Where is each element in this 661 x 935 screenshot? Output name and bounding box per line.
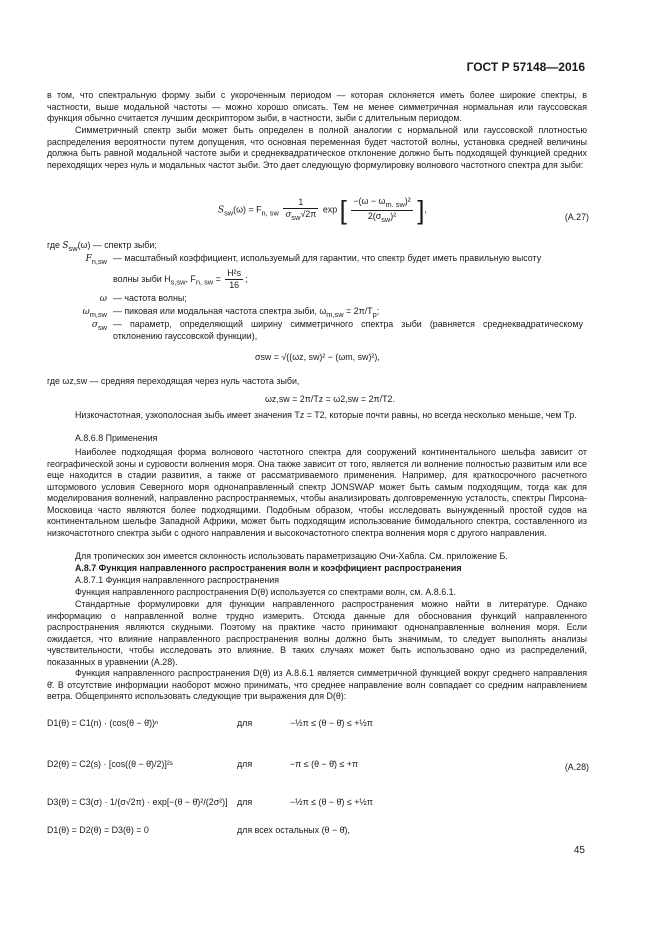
- section-a868: А.8.6.8 Применения: [75, 433, 158, 443]
- equation-d3: D3(θ) = C3(σ) · 1/(σ√2π) · exp[−(θ − θ̄)²/(2σ²)]: [47, 797, 228, 807]
- equation-number-a28: (A.28): [564, 762, 589, 772]
- paragraph-tropical: Для тропических зон имеется склонность использовать параметризацию Очи-Хабла. См. приложение Б.: [75, 551, 508, 561]
- equation-d3-condition: −½π ≤ (θ − θ̄) ≤ +½π: [290, 797, 373, 807]
- equation-d-zero-condition: для всех остальных (θ − θ̄),: [237, 825, 350, 835]
- equation-d2-condition: −π ≤ (θ − θ̄) ≤ +π: [290, 759, 359, 769]
- def-zero-crossing: где ωz,sw — средняя переходящая через нуль частота зыби,: [47, 376, 300, 386]
- frac-a27: $\frac{1}{\sigma_{sw}√2\pi}$: [285, 197, 317, 223]
- para1: в том, что спектральную форму зыби с укороченным периодом — которая склоняется иметь более широкие спектры, в частности, выше модальной частоты — можно хорошо описать. Тем не менее симметричная нормальная или гауссовская функция обычно считается лучшим дескриптором зыби, в частности, зыби с длительным периодом.: [47, 90, 587, 123]
- equation-sigma: σsw = √((ωz, sw)² − (ωm, sw)²),: [255, 352, 380, 362]
- page-number: 45: [573, 845, 585, 856]
- equation-a27: $S_{sw}(\omega) = F_{n, sw}$ $\frac{1}{\sigma_{sw}√2\pi}$ exp [ $\frac{-(\omega - \omega_{m. sw})^2}{2(\sigma_{sw})^2}$ ],: [218, 195, 427, 226]
- section-a871: А.8.7.1 Функция направленного распространения: [75, 575, 280, 585]
- paragraph-direction-function: Функция направленного распространения D(θ) используется со спектрами волн, см. А.8.6.1.: [75, 587, 457, 597]
- equation-d2-for: для: [237, 759, 253, 769]
- def-spectrum: где $S_{sw}(\omega)$ — спектр зыби;: [47, 240, 157, 253]
- para2: Симметричный спектр зыби может быть определен в полной аналогии с нормальной или гауссовской плотностью распределения вероятности путем допущения, что основная переменная будет частотой волны, установка средней величины должна быть равной модальной частоте зыби и среднеквадратическое отклонение должно быть подходящей функцией средних переходящих через нуль и модальных частот зыби. Это дает следующую формулировку волнового частотного спектра для зыби:: [47, 125, 587, 170]
- equation-d-zero: D1(θ) = D2(θ) = D3(θ) = 0: [47, 825, 149, 835]
- equation-d1-for: для: [237, 718, 253, 728]
- equation-d3-for: для: [237, 797, 253, 807]
- equation-wz: ωz,sw = 2π/Tz = ω2,sw = 2π/T2.: [265, 394, 395, 404]
- paragraph-symmetric-function: Функция направленного распространения D(θ) из А.8.6.1 является симметричной функцией вокруг среднего направления θ̄. В отсутствие информации наоборот можно принимать, что среднее направление волн совпадает со средним направлением ветра. Общепринято использовать следующие три выражения для D(θ):: [47, 668, 587, 701]
- def-scale-factor-line2: волны зыби $H_{s,sw}$, $F_{n, sw}$ = $\frac{\text{H²s}}{16}$ ;: [113, 268, 248, 290]
- paragraph-swell-shape: [47, 90, 587, 125]
- paragraph-low-frequency: Низкочастотная, узкополосная зыбь имеет значения Tz = T2, которые почти равны, но всегда несколько меньше, чем Tp.: [75, 410, 577, 420]
- equation-d1-condition: −½π ≤ (θ − θ̄) ≤ +½π: [290, 718, 373, 728]
- equation-d2: D2(θ) = C2(s) · [cos((θ − θ̄)/2)]²ˢ: [47, 759, 173, 769]
- frac-a27-exp: $\frac{-(\omega - \omega_{m. sw})^2}{2(\sigma_{sw})^2}$: [353, 196, 411, 224]
- equation-number-a27: (A.27): [564, 212, 589, 222]
- paragraph-applications: Наиболее подходящая форма волнового частотного спектра для сооружений континентального шельфа зависит от географической зоны и суровости волнения моря. Она также зависит от того, является ли волнение полностью развитым или все еще находится в стадии развития, а также от рассматриваемого применения. Например, для краткосрочного расчетного штормового условия Северного моря однонаправленный спектр JONSWAP может быть самым подходящим, тогда как для моделирования волнений, направленно распространяемых, чтобы анализировать долговременную усталость, спектры Пирсона-Московица часто являются более подходящими. Подобным образом, чтобы исследовать вынужденный простой судов на континентальном шельфе Западной Африки, может быть подходящим использование бимодального спектра, составленного из низкочастотного спектра зыби с одного направления и высокочастотного спектра волнения моря с другого направления.: [47, 447, 587, 538]
- equation-d1: D1(θ) = C1(n) · (cos(θ − θ̄))ⁿ: [47, 718, 159, 728]
- standard-header: ГОСТ Р 57148—2016: [466, 60, 585, 74]
- paragraph-symmetric-spectrum: [47, 125, 587, 171]
- section-a87: А.8.7 Функция направленного распространения волн и коэффициент распространения: [75, 563, 462, 573]
- paragraph-standard-formulas: Стандартные формулировки для функции направленного распространения можно найти в литературе. Однако информацию о направленной волне трудно измерить. Отсюда данные для обоснования функций направленного распространения являются скудными. Поэтому на практике часто принимают однонаправленные волнения моря. Если ожидается, что влияние направленного распространения волны должно быть значимым, то следует выполнять анализы чувствительности, чтобы исследовать это влияние. В таких случаях может быть использовано одно из распределений, показанных в уравнении (А.28).: [47, 599, 587, 667]
- document-page: ГОСТ Р 57148—2016 в том, что спектральную форму зыби с укороченным периодом — которая склоняется иметь более широкие спектры, в частности, выше модальной частоты — можно хорошо описать. Тем не менее симметричная нормальная или гауссовская функция обычно считается лучшим дескриптором зыби, в частности, зыби с длительным периодом. Симметричный спектр зыби может быть определен в полной аналогии с нормальной или гауссовской плотностью распределения вероятности путем допущения, что основная переменная будет частотой волны, установка средней величины должна быть равной модальной частоте зыби и среднеквадратическое отклонение должно быть подходящей функцией средних переходящих через нуль и модальных частот зыби. Это дает следующую формулировку волнового частотного спектра для зыби: $S_{sw}(\omega) = F_{n, sw}$ $\frac{1}{\sigma_{sw}√2\pi}$ exp [ $\frac{-(\omega - \omega_{m. sw})^2}{2(\sigma_{sw})^2}$ ], (A.27) где $S_{sw}(\omega)$ — спектр зыби; $F_{n,sw}$ — масштабный коэффициент, используемый для гарантии, что спектр будет иметь правильную высоту волны зыби $H_{s,sw}$, $F_{n, sw}$ = $\frac{\text{H²s}}{16}$ ; ω — частота волны; $\omega_{m,sw}$ — пиковая или модальная частота спектра зыби, $\omega_{m,sw} = 2\pi/T_p$; $\sigma_{sw}$ — параметр, определяющий ширину симметричного спектра зыби (равняется среднеквадратическому отклонению гауссовской функции), σsw = √((ωz, sw)² − (ωm, sw)²), где ωz,sw — средняя переходящая через нуль частота зыби, ωz,sw = 2π/Tz = ω2,sw = 2π/T2. Низкочастотная, узкополосная зыбь имеет значения Tz = T2, которые почти равны, но всегда несколько меньше, чем Tp. А.8.6.8 Применения Наиболее подходящая форма волнового частотного спектра для сооружений континентального шельфа зависит от географической зоны и суровости волнения моря. Она также зависит от того, является ли волнение полностью развитым или все еще находится в стадии развития, а также от рассматриваемого применения. Например, для краткосрочного расчетного штормового условия Северного моря однонаправленный спектр JONSWAP может быть самым подходящим, тогда как для моделирования волнений, направленно распространяемых, чтобы анализировать долговременную усталость, спектры Пирсона-Московица часто являются более подходящими. Подобным образом, чтобы исследовать вынужденный простой судов на континентальном шельфе Западной Африки, может быть подходящим использование бимодального спектра, составленного из низкочастотного спектра зыби с одного направления и высокочастотного спектра волнения моря с другого направления. Для тропических зон имеется склонность использовать параметризацию Очи-Хабла. См. приложение Б. А.8.7 Функция направленного распространения волн и коэффициент распространения А.8.7.1 Функция направленного распространения Функция направленного распространения D(θ) используется со спектрами волн, см. А.8.6.1. Стандартные формулировки для функции направленного распространения можно найти в литературе. Однако информацию о направленной волне трудно измерить. Отсюда данные для обоснования функций направленного распространения являются скудными. Поэтому на практике часто принимают однонаправленные волнения моря. Если ожидается, что влияние направленного распространения волны должно быть значимым, то следует выполнять анализы чувствительности, чтобы исследовать это влияние. В таких случаях может быть использовано одно из распределений, показанных в уравнении (А.28). Функция направленного распространения D(θ) из А.8.6.1 является симметричной функцией вокруг среднего направления θ̄. В отсутствие информации наоборот можно принимать, что среднее направление волн совпадает со средним направлением ветра. Общепринято использовать следующие три выражения для D(θ): D1(θ) = C1(n) · (cos(θ − θ̄))ⁿ для −½π ≤ (θ − θ̄) ≤ +½π D2(θ) = C2(s) · [cos((θ − θ̄)/2)]²ˢ для −π ≤ (θ − θ̄) ≤ +π (A.28) D3(θ) = C3(σ) · 1/(σ√2π) · exp[−(θ − θ̄)²/(2σ²)] для −½π ≤ (θ − θ̄) ≤ +½π D1(θ) = D2(θ) = D3(θ) = 0 для всех остальных (θ − θ̄), 45: [47, 60, 589, 856]
